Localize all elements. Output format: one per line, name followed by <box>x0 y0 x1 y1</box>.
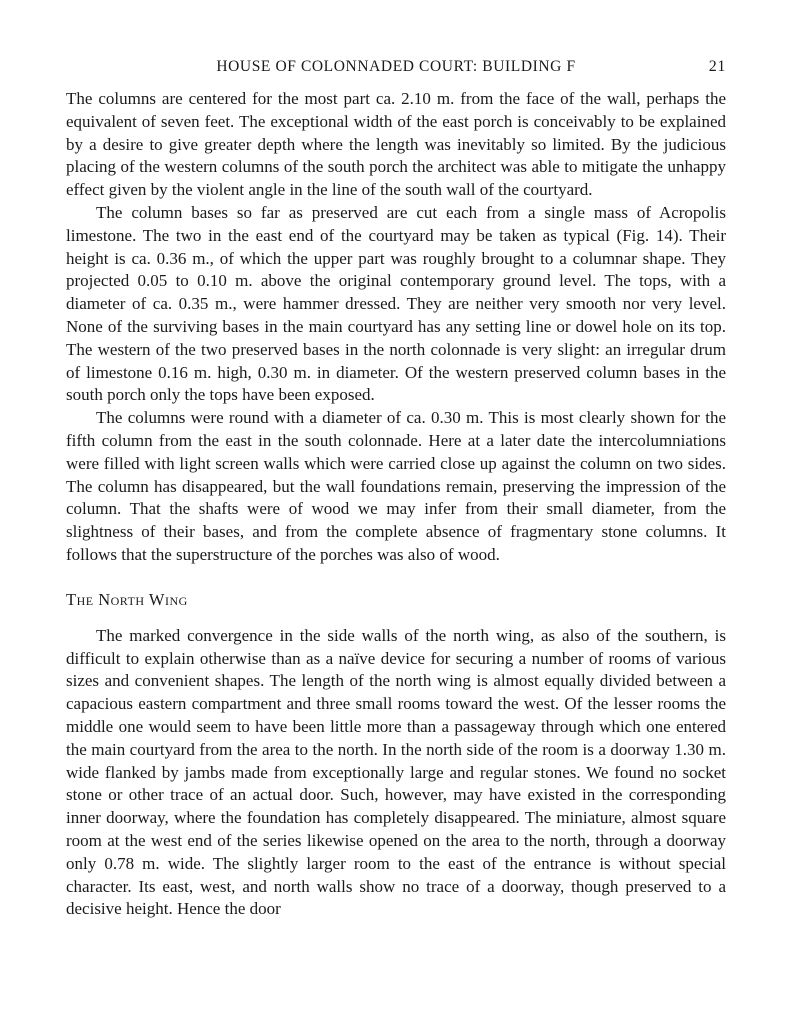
running-title: HOUSE OF COLONNADED COURT: BUILDING F <box>216 58 576 75</box>
body-text <box>66 88 726 921</box>
running-head <box>66 52 726 80</box>
paragraph-north-wing: The marked convergence in the side walls of the north wing, as also of the southern, is difficult to explain otherwise than as a naïve device for securing a number of rooms of various sizes and convenient shapes. The length of the north wing is almost equally divided between a capacious eastern compartment and three small rooms toward the west. Of the lesser rooms the middle one would seem to have been little more than a passageway through which one entered the main courtyard from the area to the north. In the north side of the room is a doorway 1.30 m. wide flanked by jambs made from exceptionally large and regular stones. We found no socket stone or other trace of an actual door. Such, however, may have existed in the corresponding inner doorway, where the foundation has completely disappeared. The miniature, almost square room at the west end of the series likewise opened on the area to the north, through a doorway only 0.78 m. wide. The slightly larger room to the east of the entrance is without special character. Its east, west, and north walls show no trace of a doorway, though preserved to a decisive height. Hence the door <box>66 625 726 919</box>
section-heading: The North Wing <box>66 589 188 609</box>
paragraph-column-spacing: The columns are centered for the most part ca. 2.10 m. from the face of the wall, perhaps the equivalent of seven feet. The exceptional width of the east porch is conceivably to be explained by a desire to give greater depth where the length was inevitably so limited. By the judicious placing of the western columns of the south porch the architect was able to mitigate the unhappy effect given by the violent angle in the line of the south wall of the courtyard. <box>66 89 726 200</box>
book-page <box>66 52 726 921</box>
paragraph-column-shafts: The columns were round with a diameter of ca. 0.30 m. This is most clearly shown for the fifth column from the east in the south colonnade. Here at a later date the intercolumniations were filled with light screen walls which were carried close up against the column on two sides. The column has disappeared, but the wall foundations remain, preserving the impression of the column. That the shafts were of wood we may infer from their small diameter, from the slightness of their bases, and from the complete absence of fragmentary stone columns. It follows that the superstructure of the porches was also of wood. <box>66 408 726 564</box>
paragraph-column-bases: The column bases so far as preserved are cut each from a single mass of Acropolis limestone. The two in the east end of the courtyard may be taken as typical (Fig. 14). Their height is ca. 0.36 m., of which the upper part was roughly brought to a columnar shape. They projected 0.05 to 0.10 m. above the original contemporary ground level. The tops, with a diameter of ca. 0.35 m., were hammer dressed. They are neither very smooth nor very level. None of the surviving bases in the main courtyard has any setting line or dowel hole on its top. The western of the two preserved bases in the north colonnade is very slight: an irregular drum of limestone 0.16 m. high, 0.30 m. in diameter. Of the western preserved column bases in the south porch only the tops have been exposed. <box>66 202 726 405</box>
page-number: 21 <box>708 58 726 75</box>
